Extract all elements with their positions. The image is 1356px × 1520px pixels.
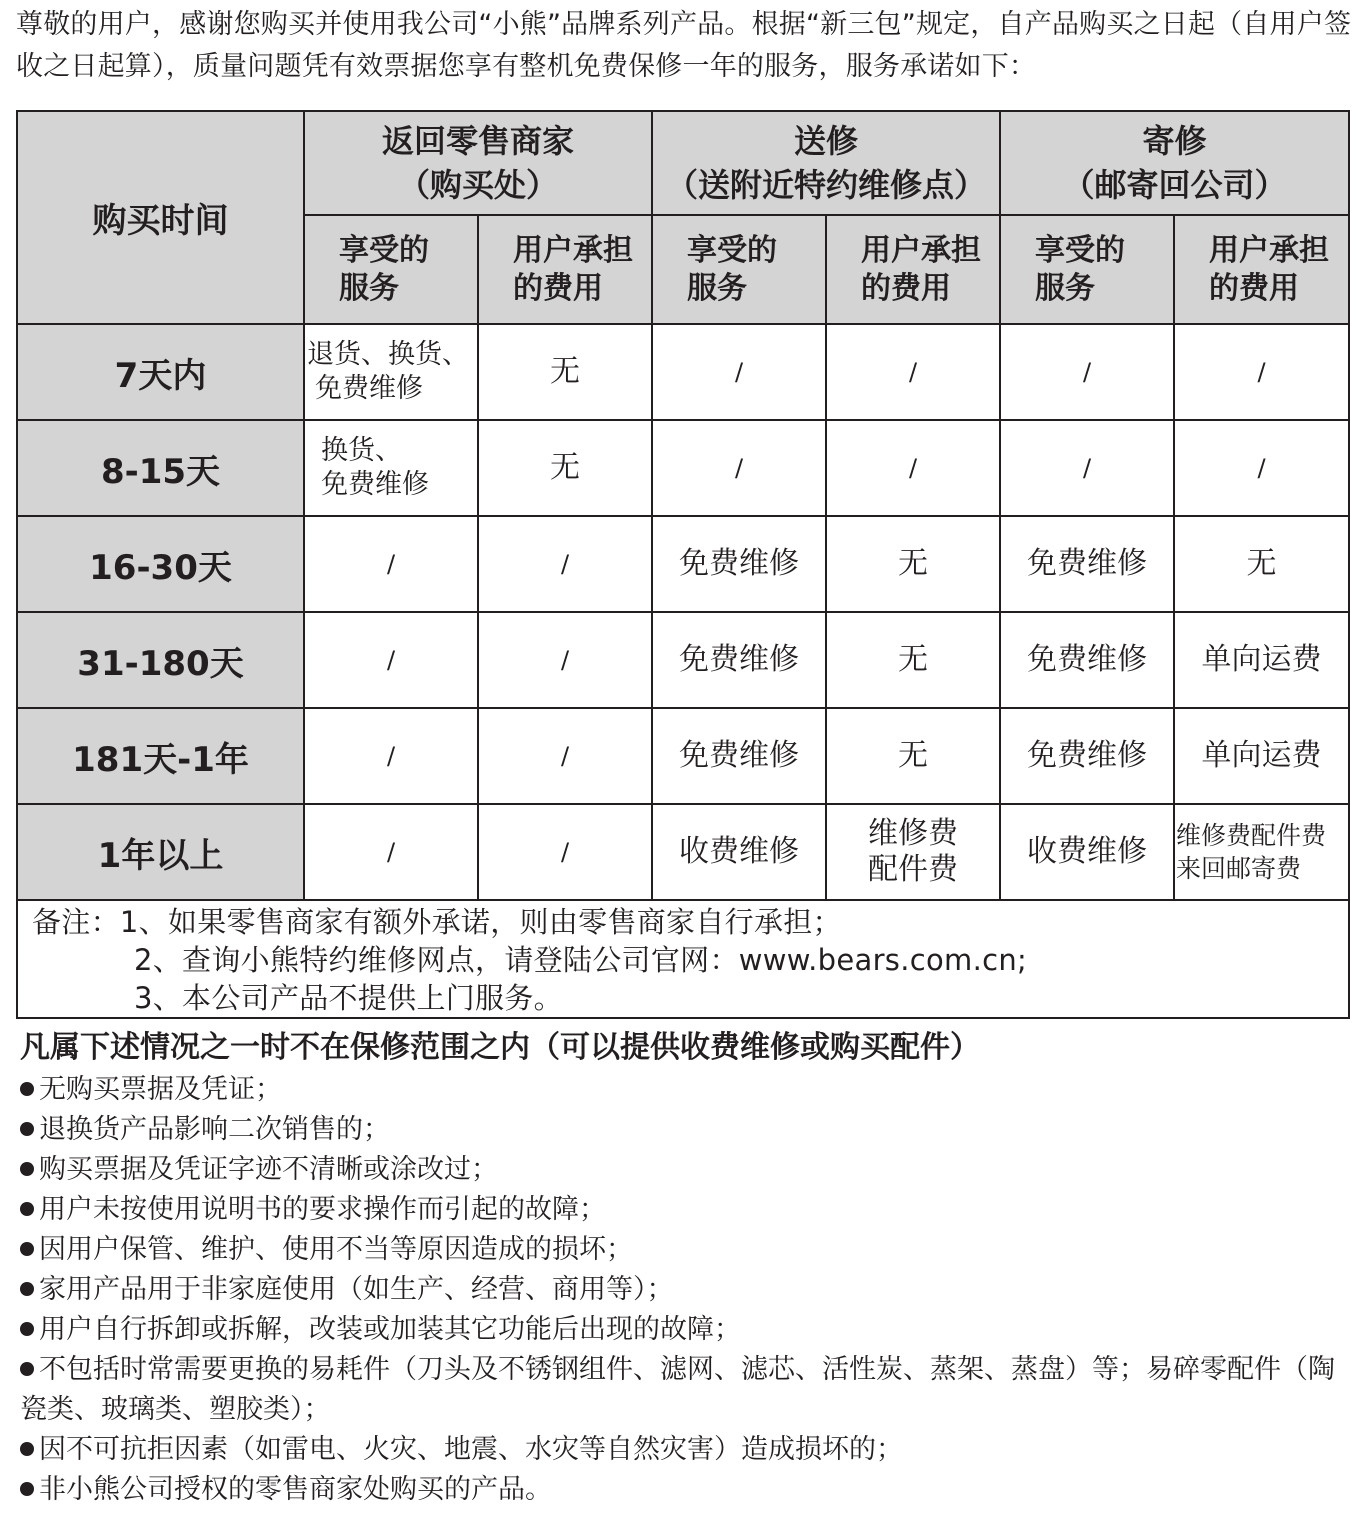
group-header-subtitle: （邮寄回公司） <box>1062 166 1287 204</box>
row-label: 1年以上 <box>17 804 304 900</box>
table-cell: 单向运费 <box>1174 612 1349 708</box>
group-header-subtitle: （送附近特约维修点） <box>666 166 987 204</box>
row-label: 16-30天 <box>17 516 304 612</box>
table-cell: / <box>1174 324 1349 420</box>
table-row <box>17 420 1349 516</box>
table-cell: / <box>478 516 652 612</box>
sub-header-service: 享受的 服务 <box>1000 215 1174 324</box>
table-cell: 免费维修 <box>652 516 826 612</box>
bullet-icon <box>20 1482 34 1496</box>
table-cell: 维修费配件费 来回邮寄费 <box>1174 804 1349 900</box>
list-item: 购买票据及凭证字迹不清晰或涂改过； <box>20 1150 1356 1190</box>
table-cell: 无 <box>478 420 652 516</box>
bullet-icon <box>20 1122 34 1136</box>
table-cell: 收费维修 <box>652 804 826 900</box>
corner-header: 购买时间 <box>17 111 304 324</box>
note-line: 3、本公司产品不提供上门服务。 <box>134 981 563 1015</box>
table-cell: / <box>304 804 478 900</box>
table-cell: / <box>304 708 478 804</box>
table-cell: 无 <box>826 516 1000 612</box>
bullet-icon <box>20 1242 34 1256</box>
table-cell: 无 <box>826 612 1000 708</box>
table-row <box>17 708 1349 804</box>
row-label: 181天-1年 <box>17 708 304 804</box>
exclusions-list <box>20 1070 1356 1510</box>
bullet-icon <box>20 1282 34 1296</box>
table-row <box>17 324 1349 420</box>
group-header-title: 送修 <box>794 122 859 160</box>
table-cell: / <box>826 420 1000 516</box>
list-item: 家用产品用于非家庭使用（如生产、经营、商用等）； <box>20 1270 1356 1310</box>
group-header-subtitle: （购买处） <box>398 166 559 204</box>
table-cell: / <box>652 324 826 420</box>
table-cell: / <box>478 804 652 900</box>
bullet-icon <box>20 1082 34 1096</box>
table-cell: / <box>304 612 478 708</box>
table-cell: 无 <box>1174 516 1349 612</box>
table-cell: 免费维修 <box>1000 708 1174 804</box>
table-cell: / <box>478 612 652 708</box>
table-row <box>17 804 1349 900</box>
table-row <box>17 516 1349 612</box>
list-item: 因不可抗拒因素（如雷电、火灾、地震、水灾等自然灾害）造成损坏的； <box>20 1430 1356 1470</box>
list-item: 不包括时常需要更换的易耗件（刀头及不锈钢组件、滤网、滤芯、活性炭、蒸架、蒸盘）等；易碎零配件（陶瓷类、玻璃类、塑胶类）； <box>20 1354 1335 1425</box>
row-label: 7天内 <box>17 324 304 420</box>
table-cell: / <box>652 420 826 516</box>
list-item: 无购买票据及凭证； <box>20 1070 1356 1110</box>
intro-paragraph: 尊敬的用户，感谢您购买并使用我公司“小熊”品牌系列产品。根据“新三包”规定，自产品购买之日起（自用户签收之日起算），质量问题凭有效票据您享有整机免费保修一年的服务，服务承诺如下： <box>16 9 1352 82</box>
table-cell: 换货、 免费维修 <box>304 420 478 516</box>
sub-header-cost: 用户承担 的费用 <box>478 215 652 324</box>
row-label: 8-15天 <box>17 420 304 516</box>
notes-section <box>17 900 1349 1018</box>
table-cell: 收费维修 <box>1000 804 1174 900</box>
note-line: 2、查询小熊特约维修网点，请登陆公司官网：www.bears.com.cn; <box>134 943 1028 977</box>
list-item: 退换货产品影响二次销售的； <box>20 1110 1356 1150</box>
group-header-repair-point <box>652 111 1000 215</box>
table-cell: / <box>826 324 1000 420</box>
table-cell: / <box>478 708 652 804</box>
bullet-icon <box>20 1322 34 1336</box>
sub-header-cost: 用户承担 的费用 <box>826 215 1000 324</box>
table-row <box>17 612 1349 708</box>
sub-header-service: 享受的 服务 <box>304 215 478 324</box>
table-cell: 维修费 配件费 <box>826 804 1000 900</box>
group-header-mail-repair <box>1000 111 1349 215</box>
table-cell: / <box>1000 324 1174 420</box>
list-item: 非小熊公司授权的零售商家处购买的产品。 <box>20 1470 1356 1510</box>
table-cell: 免费维修 <box>1000 612 1174 708</box>
sub-header-service: 享受的 服务 <box>652 215 826 324</box>
table-cell: / <box>304 516 478 612</box>
warranty-table <box>16 110 1350 1019</box>
sub-header-cost: 用户承担 的费用 <box>1174 215 1349 324</box>
table-cell: 免费维修 <box>1000 516 1174 612</box>
table-cell: 免费维修 <box>652 612 826 708</box>
table-cell: / <box>1000 420 1174 516</box>
table-cell: 无 <box>826 708 1000 804</box>
list-item: 用户自行拆卸或拆解，改装或加装其它功能后出现的故障； <box>20 1310 1356 1350</box>
exclusions-title: 凡属下述情况之一时不在保修范围之内（可以提供收费维修或购买配件） <box>20 1030 980 1065</box>
bullet-icon <box>20 1162 34 1176</box>
row-label: 31-180天 <box>17 612 304 708</box>
group-header-retailer <box>304 111 652 215</box>
table-cell: 单向运费 <box>1174 708 1349 804</box>
bullet-icon <box>20 1202 34 1216</box>
list-item: 因用户保管、维护、使用不当等原因造成的损坏； <box>20 1230 1356 1270</box>
table-cell: 退货、换货、 免费维修 <box>304 324 478 420</box>
table-cell: 无 <box>478 324 652 420</box>
list-item: 用户未按使用说明书的要求操作而引起的故障； <box>20 1190 1356 1230</box>
bullet-icon <box>20 1362 34 1376</box>
table-cell: / <box>1174 420 1349 516</box>
group-header-title: 返回零售商家 <box>382 122 575 160</box>
table-cell: 免费维修 <box>652 708 826 804</box>
bullet-icon <box>20 1442 34 1456</box>
group-header-title: 寄修 <box>1142 122 1207 160</box>
note-line: 备注：1、如果零售商家有额外承诺，则由零售商家自行承担； <box>32 905 842 939</box>
